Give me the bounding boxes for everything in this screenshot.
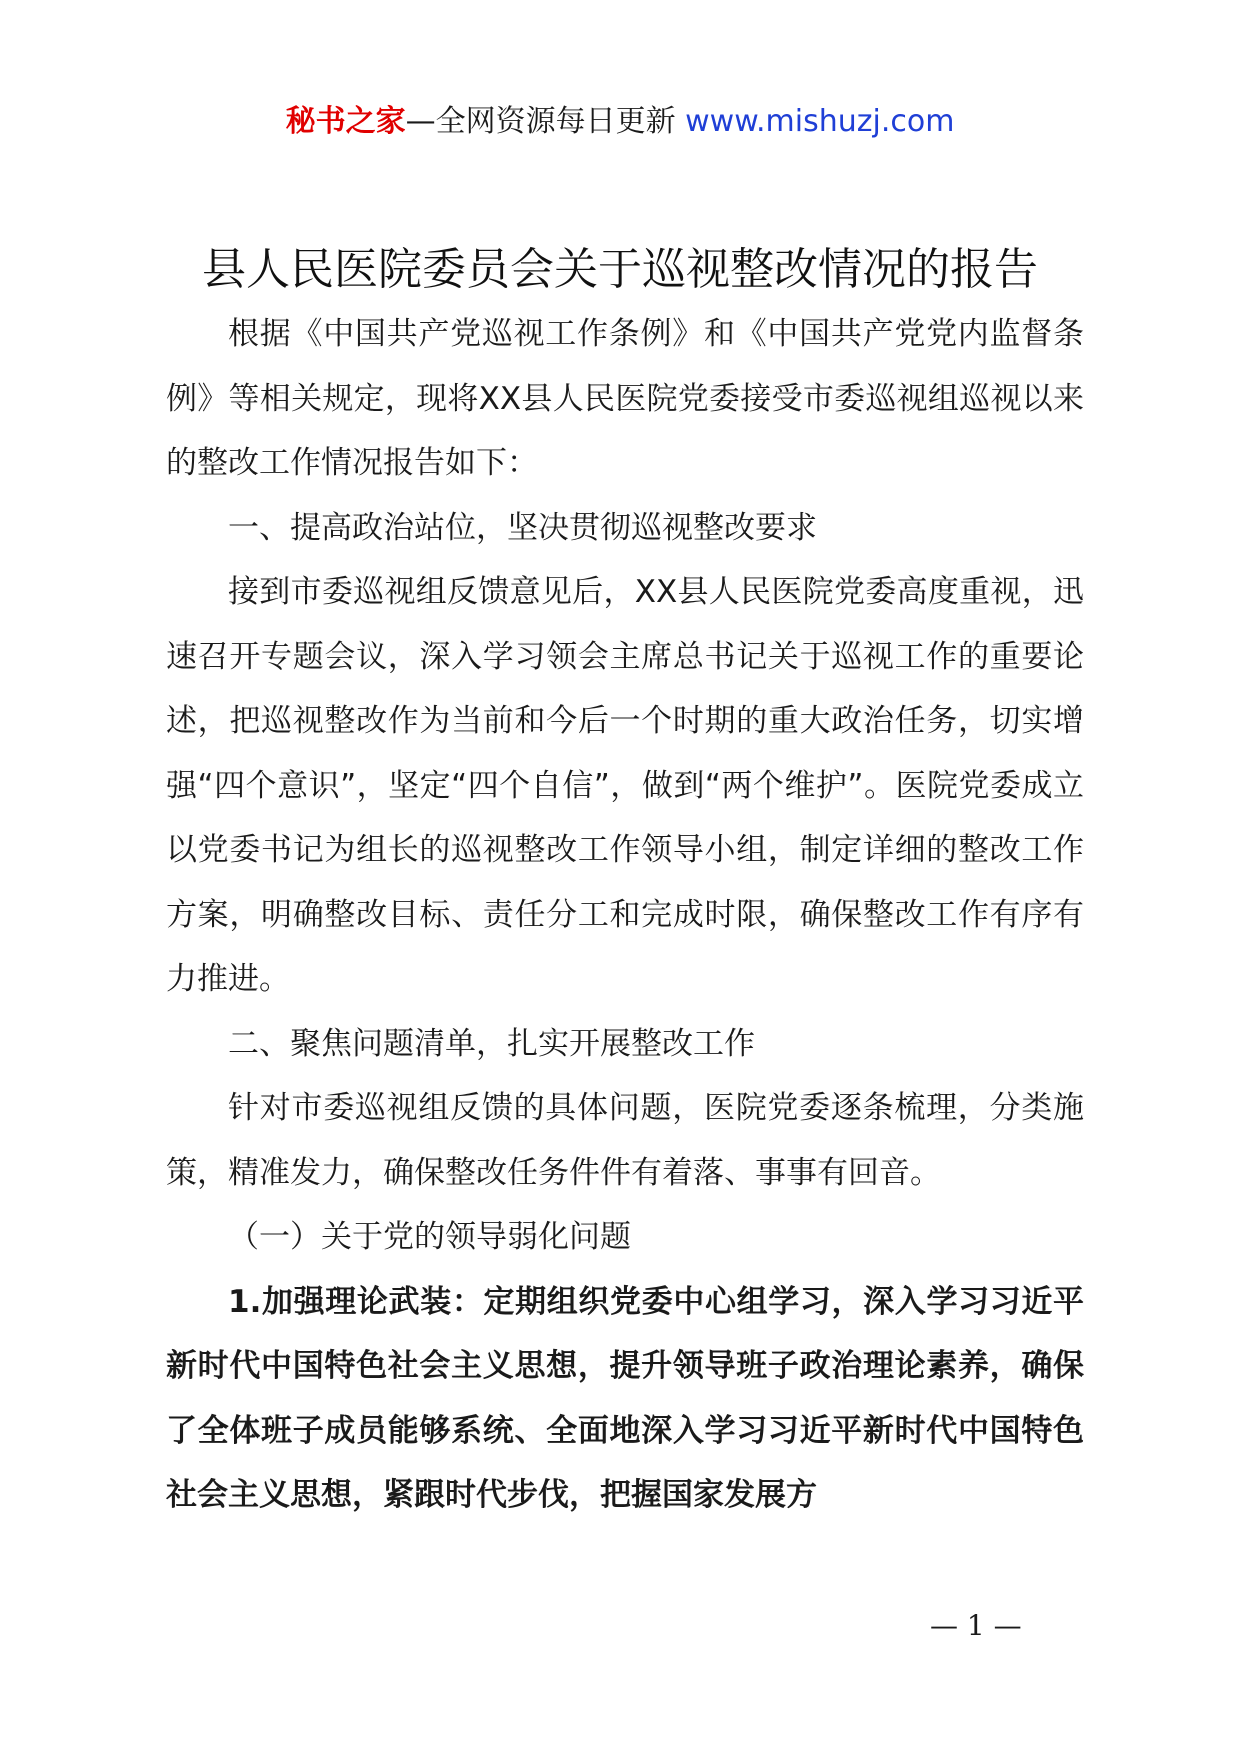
bold-item-paragraph: 1.加强理论武装：定期组织党委中心组学习，深入学习习近平新时代中国特色社会主义思想，提升领导班子政治理论素养，确保了全体班子成员能够系统、全面地深入学习习近平新时代中国特色社会主义思想，紧跟时代步伐，把握国家发展方 <box>166 1283 1084 1513</box>
intro-paragraph: 根据《中国共产党巡视工作条例》和《中国共产党党内监督条例》等相关规定，现将XX县人民医院党委接受市委巡视组巡视以来的整改工作情况报告如下： <box>166 316 1084 481</box>
body-paragraph: 接到市委巡视组反馈意见后，XX县人民医院党委高度重视，迅速召开专题会议，深入学习领会主席总书记关于巡视工作的重要论述，把巡视整改作为当前和今后一个时期的重大政治任务，切实增强“四个意识”，坚定“四个自信”，做到“两个维护”。医院党委成立以党委书记为组长的巡视整改工作领导小组，制定详细的整改工作方案，明确整改目标、责任分工和完成时限，确保整改工作有序有力推进。 <box>166 574 1084 997</box>
brand-name: 秘书之家 <box>285 104 406 139</box>
page-number: — 1 — <box>930 1609 1022 1642</box>
section-heading-1: 一、提高政治站位，坚决贯彻巡视整改要求 <box>228 509 817 546</box>
body-paragraph: 针对市委巡视组反馈的具体问题，医院党委逐条梳理，分类施策，精准发力，确保整改任务件件有着落、事事有回音。 <box>166 1090 1084 1191</box>
section-heading-2: 二、聚焦问题清单，扎实开展整改工作 <box>228 1025 755 1062</box>
site-url-link[interactable]: www.mishuzj.com <box>685 104 955 139</box>
site-banner <box>0 100 1240 144</box>
subsection-heading: （一）关于党的领导弱化问题 <box>228 1219 631 1255</box>
banner-slogan: —全网资源每日更新 <box>405 104 676 139</box>
document-title: 县人民医院委员会关于巡视整改情况的报告 <box>202 244 1038 295</box>
document-body <box>166 302 1084 1528</box>
